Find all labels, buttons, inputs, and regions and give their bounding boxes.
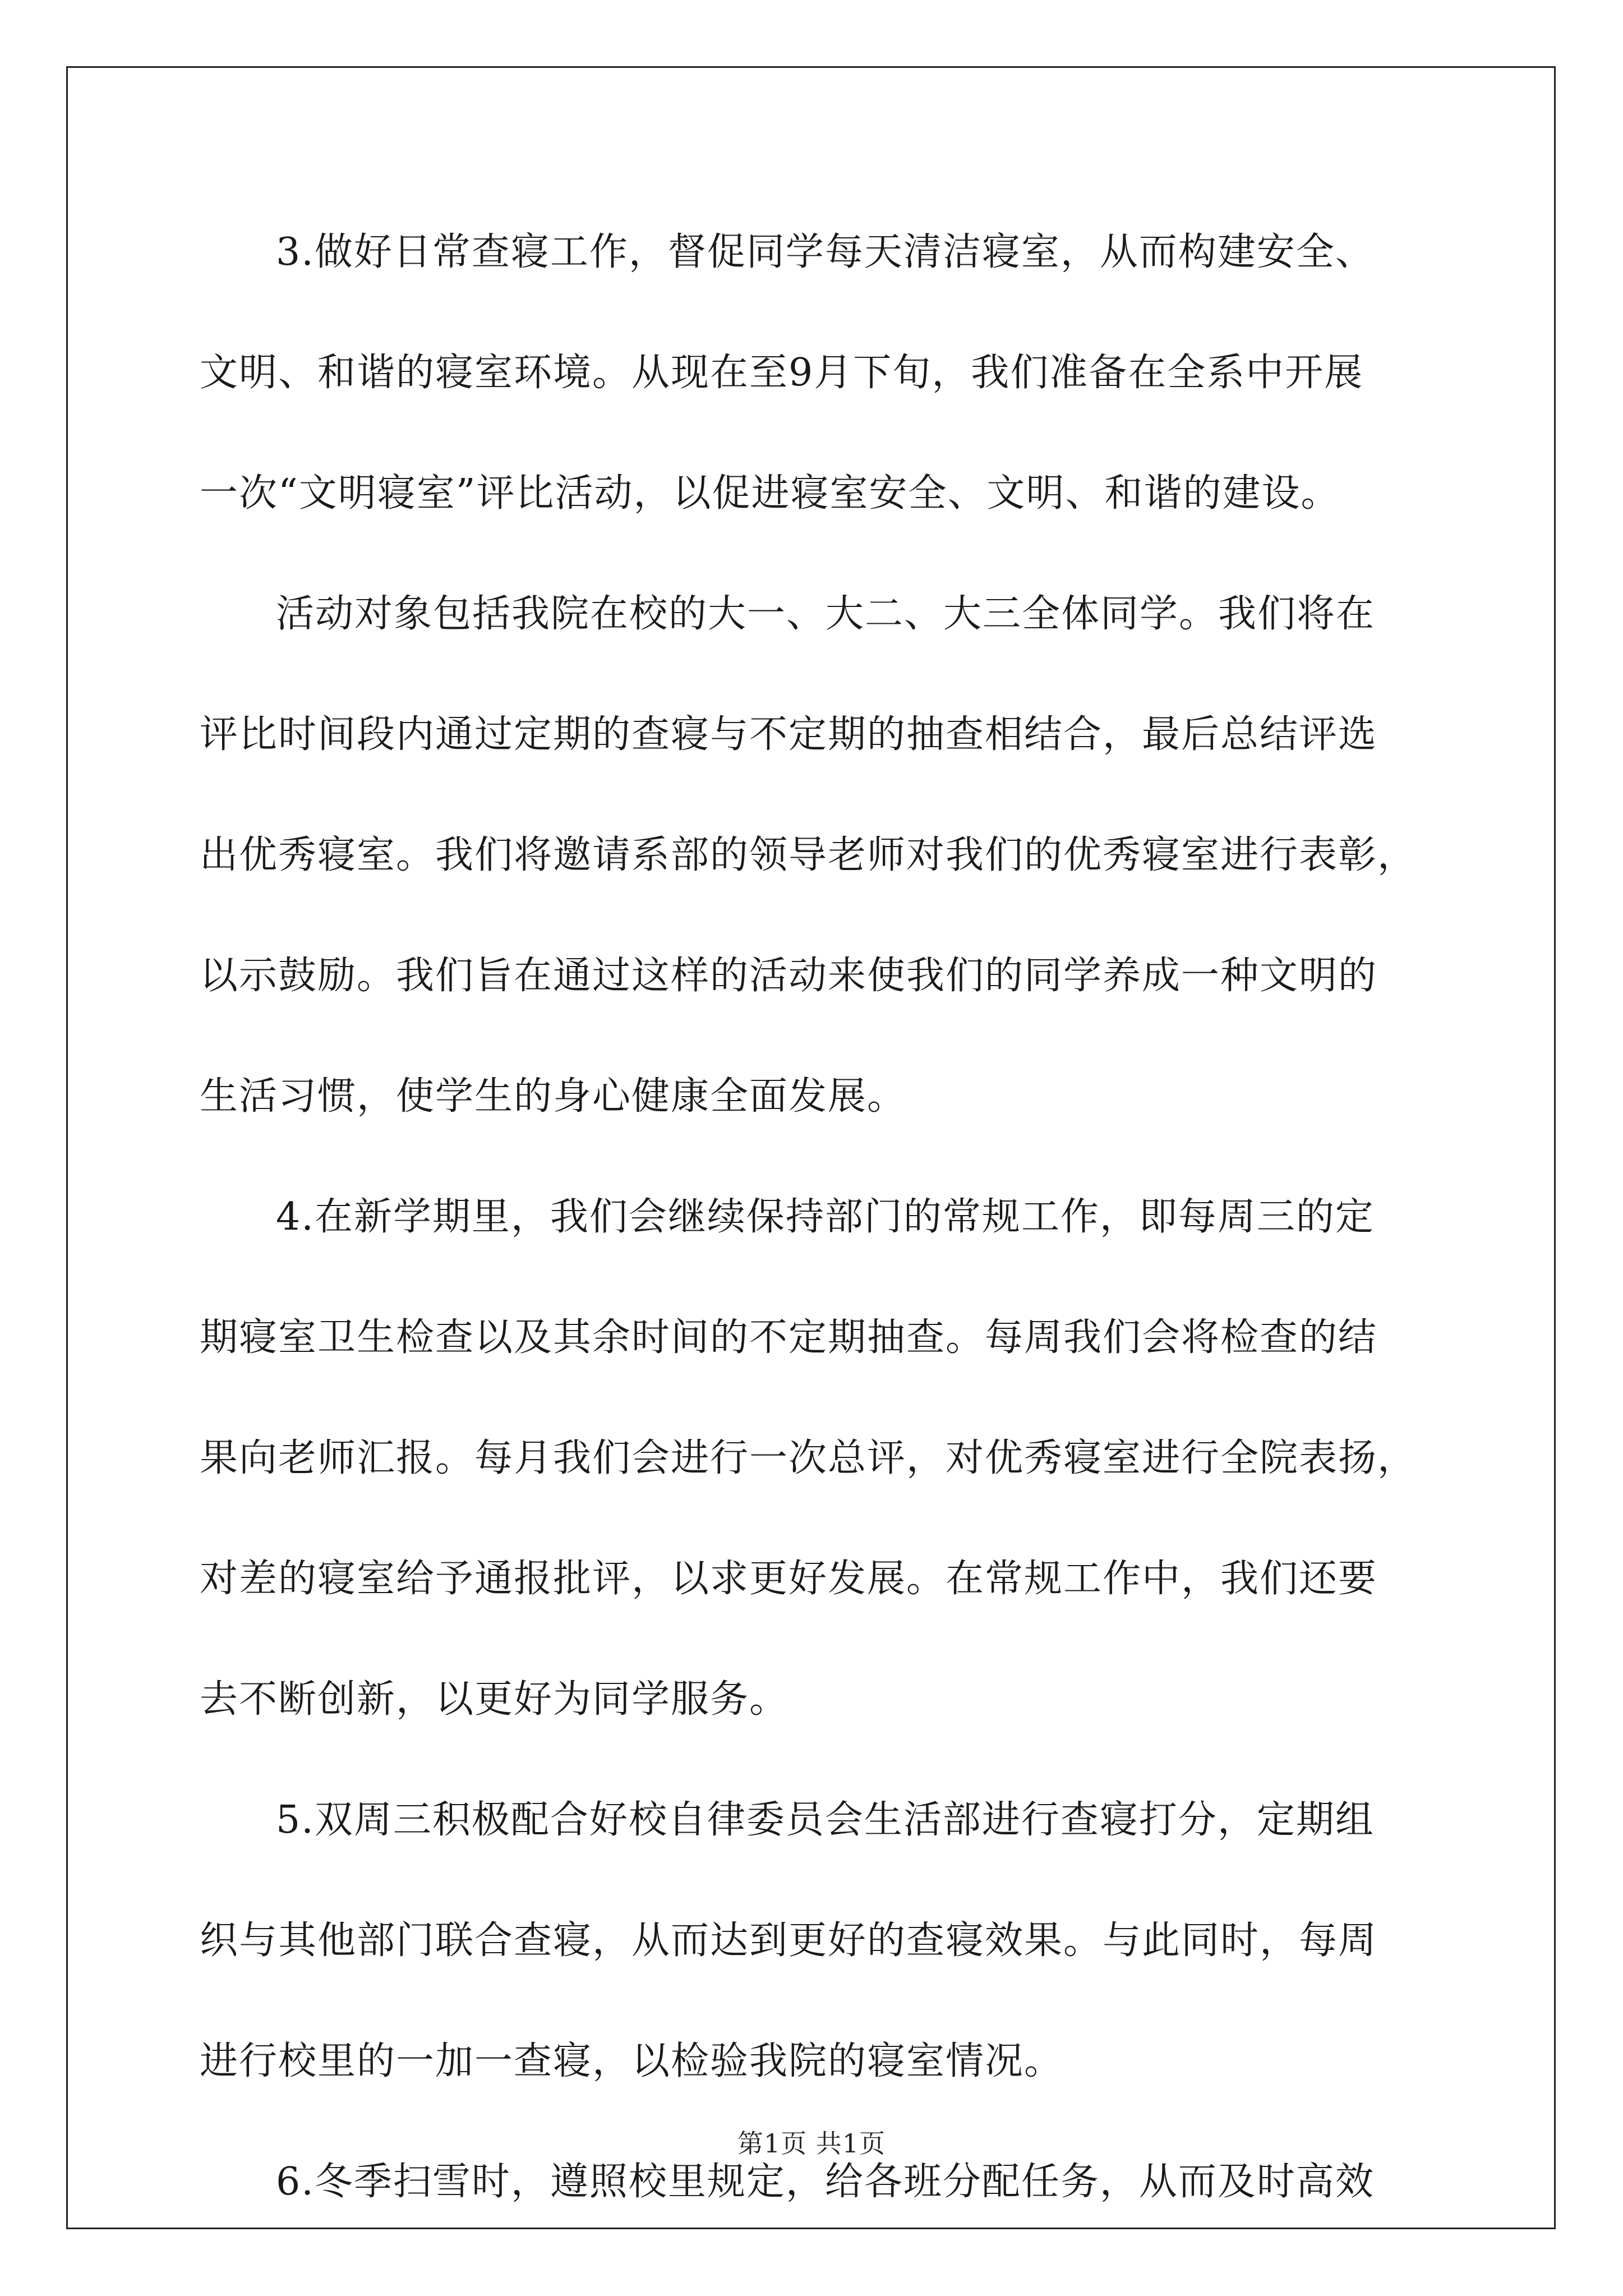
text-line: 活动对象包括我院在校的大一、大二、大三全体同学。我们将在 xyxy=(276,592,1376,636)
text-line: 6.冬季扫雪时，遵照校里规定，给各班分配任务，从而及时高效 xyxy=(276,2160,1375,2204)
text-line: 评比时间段内通过定期的查寝与不定期的抽查相结合，最后总结评选 xyxy=(200,712,1378,757)
text-line: 5.双周三积极配合好校自律委员会生活部进行查寝打分，定期组 xyxy=(276,1798,1375,1842)
text-line: 对差的寝室给予通报批评，以求更好发展。在常规工作中，我们还要 xyxy=(200,1557,1378,1601)
page-footer: 第1页 共1页 xyxy=(737,2128,886,2159)
text-line: 文明、和谐的寝室环境。从现在至9月下旬，我们准备在全系中开展 xyxy=(200,351,1364,395)
text-line: 一次“文明寝室”评比活动，以促进寝室安全、文明、和谐的建设。 xyxy=(200,471,1340,516)
text-line: 织与其他部门联合查寝，从而达到更好的查寝效果。与此同时，每周 xyxy=(200,1918,1378,1963)
text-line: 4.在新学期里，我们会继续保持部门的常规工作，即每周三的定 xyxy=(276,1195,1375,1239)
text-line: 期寝室卫生检查以及其余时间的不定期抽查。每周我们会将检查的结 xyxy=(200,1315,1378,1360)
text-line: 果向老师汇报。每月我们会进行一次总评，对优秀寝室进行全院表扬， xyxy=(200,1436,1417,1480)
text-line: 生活习惯，使学生的身心健康全面发展。 xyxy=(200,1074,907,1119)
document-body xyxy=(200,216,1427,2266)
text-line: 以示鼓励。我们旨在通过这样的活动来使我们的同学养成一种文明的 xyxy=(200,954,1378,998)
text-line: 3.做好日常查寝工作，督促同学每天清洁寝室，从而构建安全、 xyxy=(276,230,1375,274)
text-line: 出优秀寝室。我们将邀请系部的领导老师对我们的优秀寝室进行表彰， xyxy=(200,833,1417,877)
text-line: 进行校里的一加一查寝，以检验我院的寝室情况。 xyxy=(200,2039,1064,2083)
text-line: 去不断创新，以更好为同学服务。 xyxy=(200,1677,789,1722)
